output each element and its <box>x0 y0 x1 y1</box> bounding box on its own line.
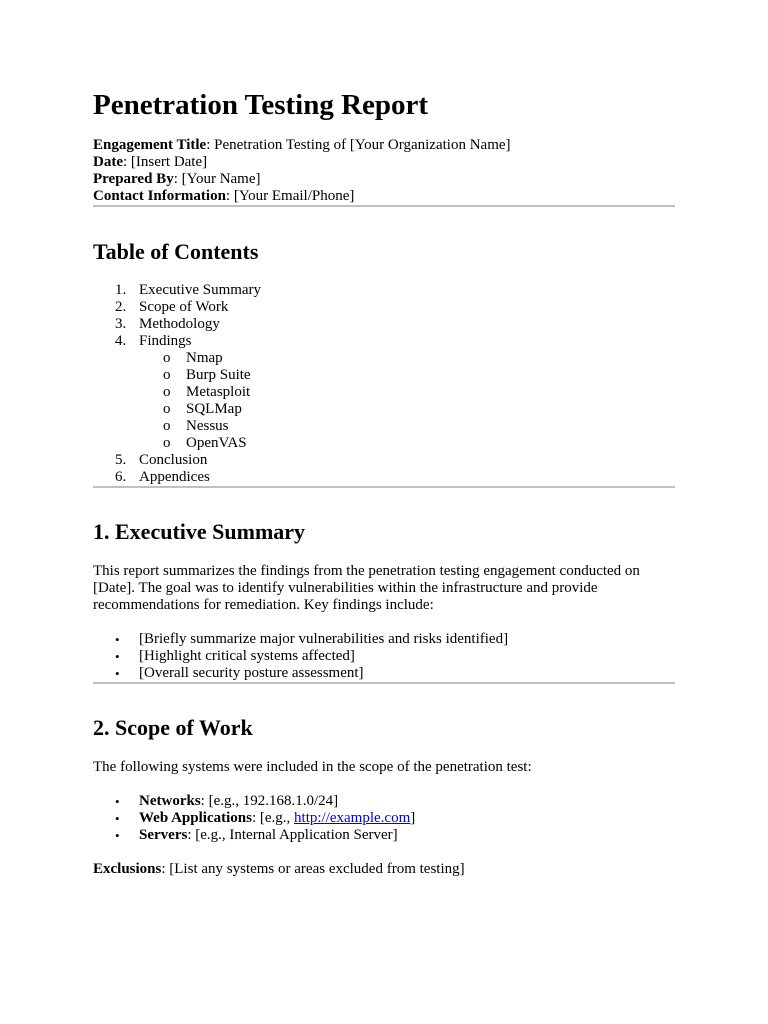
document-body <box>93 86 675 878</box>
scope-heading: 2. Scope of Work <box>93 715 253 740</box>
sub-bullet-marker: o <box>163 350 171 366</box>
meta-prepared-label: Prepared By <box>93 171 174 187</box>
toc-subitem-label: OpenVAS <box>186 435 247 451</box>
toc-list <box>93 282 675 486</box>
meta-contact-label: Contact Information <box>93 188 226 204</box>
list-item <box>115 648 675 665</box>
report-title: Penetration Testing Report <box>93 89 429 121</box>
toc-item-label: Conclusion <box>139 452 208 468</box>
scope-webapps-label: Web Applications <box>139 810 252 826</box>
scope-webapps-suffix: ] <box>410 810 416 826</box>
bullet-marker: • <box>115 666 120 681</box>
scope-webapps-prefix: : [e.g., <box>251 810 295 826</box>
toc-item-number: 5. <box>115 452 127 468</box>
toc-subitem-label: Metasploit <box>186 384 251 400</box>
toc-item <box>115 469 675 486</box>
executive-summary-heading: 1. Executive Summary <box>93 519 306 544</box>
executive-summary-text: This report summarizes the findings from the penetration testing engagement conducted on [Date]. The goal was to identify vulnerabilities within the infrastructure and provide recommendations for remediation. Key findings include: <box>93 563 640 613</box>
executive-summary-bullets <box>93 631 675 682</box>
scope-exclusions-value: : [List any systems or areas excluded from testing] <box>161 861 465 877</box>
scope-web-applications <box>115 810 675 827</box>
list-item-text: [Highlight critical systems affected] <box>139 648 355 664</box>
meta-engagement-label: Engagement Title <box>93 137 207 153</box>
meta-prepared-by <box>93 171 675 188</box>
example-link[interactable]: http://example.com <box>294 810 411 826</box>
toc-subitem-label: Nmap <box>186 350 223 366</box>
meta-date-value: : [Insert Date] <box>123 154 208 170</box>
list-item <box>115 631 675 648</box>
meta-engagement <box>93 137 675 154</box>
list-item-text: [Overall security posture assessment] <box>139 665 364 681</box>
scope-networks-value: : [e.g., 192.168.1.0/24] <box>200 793 339 809</box>
meta-date <box>93 154 675 171</box>
scope-text: The following systems were included in the scope of the penetration test: <box>93 759 532 775</box>
scope-networks <box>115 793 675 810</box>
toc-item-number: 3. <box>115 316 127 332</box>
list-item-text: [Briefly summarize major vulnerabilities and risks identified] <box>139 631 509 647</box>
toc-item-number: 2. <box>115 299 127 315</box>
scope-servers <box>115 827 675 844</box>
scope-bullets <box>93 793 675 844</box>
toc-subitem <box>163 384 675 401</box>
bullet-marker: • <box>115 828 120 843</box>
sub-bullet-marker: o <box>163 384 171 400</box>
toc-findings-sublist <box>139 350 675 452</box>
scope-servers-label: Servers <box>139 827 188 843</box>
toc-item-label: Methodology <box>139 316 220 332</box>
toc-item <box>115 299 675 316</box>
report-meta <box>93 137 675 205</box>
toc-item-number: 6. <box>115 469 127 485</box>
bullet-marker: • <box>115 632 120 647</box>
toc-item <box>115 282 675 299</box>
divider <box>93 205 675 207</box>
meta-prepared-value: : [Your Name] <box>173 171 261 187</box>
toc-heading: Table of Contents <box>93 239 259 264</box>
meta-contact <box>93 188 675 205</box>
divider <box>93 486 675 488</box>
toc-item-label: Appendices <box>139 469 210 485</box>
toc-subitem-label: Nessus <box>186 418 229 434</box>
scope-servers-value: : [e.g., Internal Application Server] <box>187 827 398 843</box>
toc-subitem <box>163 350 675 367</box>
toc-item <box>115 316 675 333</box>
toc-item-label: Findings <box>139 333 192 349</box>
scope-networks-label: Networks <box>139 793 201 809</box>
toc-subitem <box>163 418 675 435</box>
scope-exclusions <box>93 861 675 878</box>
bullet-marker: • <box>115 794 120 809</box>
meta-engagement-value: : Penetration Testing of [Your Organization Name] <box>206 137 511 153</box>
toc-item-label: Executive Summary <box>139 282 262 298</box>
toc-subitem-label: SQLMap <box>186 401 242 417</box>
sub-bullet-marker: o <box>163 435 171 451</box>
toc-item <box>115 333 675 452</box>
sub-bullet-marker: o <box>163 367 171 383</box>
toc-subitem-label: Burp Suite <box>186 367 251 383</box>
toc-item-number: 1. <box>115 282 127 298</box>
toc-subitem <box>163 401 675 418</box>
toc-item <box>115 452 675 469</box>
bullet-marker: • <box>115 649 120 664</box>
toc-subitem <box>163 435 675 452</box>
sub-bullet-marker: o <box>163 401 171 417</box>
toc-item-label: Scope of Work <box>139 299 229 315</box>
toc-item-number: 4. <box>115 333 127 349</box>
meta-date-label: Date <box>93 154 123 170</box>
bullet-marker: • <box>115 811 120 826</box>
divider <box>93 682 675 684</box>
scope-exclusions-label: Exclusions <box>93 861 162 877</box>
meta-contact-value: : [Your Email/Phone] <box>225 188 355 204</box>
list-item <box>115 665 675 682</box>
sub-bullet-marker: o <box>163 418 171 434</box>
toc-subitem <box>163 367 675 384</box>
